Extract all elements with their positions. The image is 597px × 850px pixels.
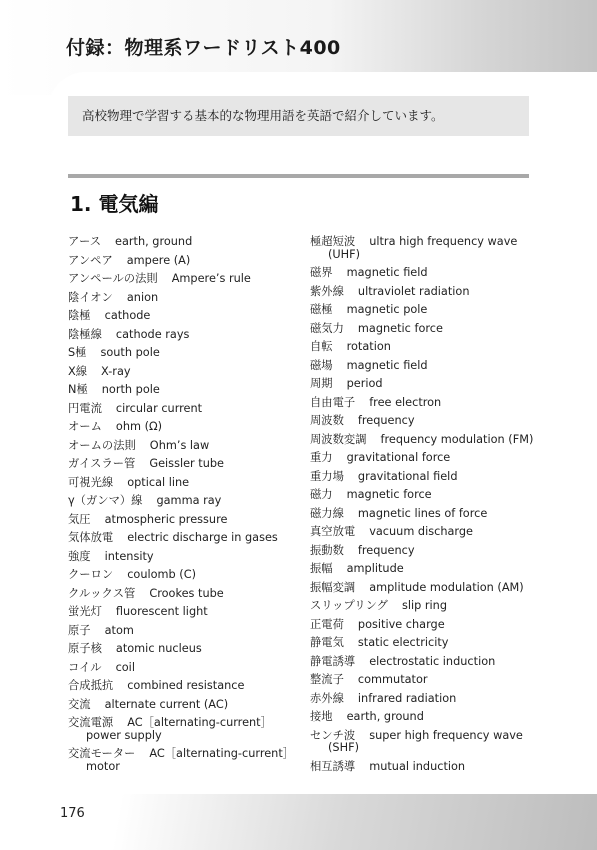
term-en: ultra high frequency wave [369,235,518,248]
term-en: super high frequency wave [369,728,523,742]
term-jp: オームの法則 [68,438,136,452]
term-en: coulomb (C) [127,568,197,581]
list-item [310,526,535,545]
term-jp: ガイスラー管 [68,457,136,470]
term-en: infrared radiation [357,691,457,705]
term-jp: 交流電源 [68,716,114,729]
term-jp: 磁界 [310,266,333,279]
list-item [68,588,296,607]
list-item [68,477,296,496]
term-en: vacuum discharge [369,525,473,538]
term-jp: 磁力線 [310,506,344,520]
list-item [68,403,296,422]
list-item [310,452,535,471]
section-heading: 1. 電気編 [70,192,159,216]
list-item [68,255,296,274]
list-item [68,514,296,533]
term-en: magnetic lines of force [357,506,488,520]
list-item [68,421,296,440]
term-jp: 静電気 [310,636,344,649]
term-jp: 原子 [68,623,91,637]
term-jp: アース [68,235,101,248]
term-jp: 真空放電 [310,525,356,538]
list-item [68,625,296,644]
term-jp: 重力 [310,451,333,464]
list-item [68,606,296,625]
term-en: AC［alternating-current］ [127,716,272,729]
list-item [68,347,296,366]
list-item [68,310,296,329]
list-item [68,236,296,255]
term-en: cathode rays [115,327,190,341]
list-item [310,619,535,638]
list-item [310,761,535,780]
list-item [310,434,535,453]
term-jp: 自由電子 [310,395,356,409]
term-jp: N極 [68,383,88,396]
list-item [310,341,535,360]
list-item [68,458,296,477]
list-item [68,532,296,551]
term-jp: 振幅変調 [310,580,356,594]
list-item [310,656,535,675]
term-jp: S極 [68,346,87,359]
term-en: gravitational force [346,451,451,464]
term-jp: 磁力 [310,488,333,501]
list-item [310,489,535,508]
list-item [68,748,296,779]
list-item [310,378,535,397]
list-item [310,397,535,416]
term-en: atmospheric pressure [104,512,228,526]
term-en: slip ring [401,599,447,612]
term-en: combined resistance [127,679,245,692]
term-jp: 赤外線 [310,691,344,705]
list-item [310,730,535,761]
term-en: gamma ray [156,494,222,507]
term-jp: アンペールの法則 [68,272,158,285]
list-item [310,304,535,323]
list-item [68,366,296,385]
word-list-right [310,236,535,779]
term-en: magnetic force [346,488,432,501]
term-en: magnetic field [346,266,428,279]
term-en: alternate current (AC) [104,697,229,711]
list-item [68,699,296,718]
list-item [68,643,296,662]
term-en: AC［alternating-current］ [149,747,295,760]
term-jp: コイル [68,660,102,674]
list-item [68,551,296,570]
list-item [310,415,535,434]
term-en: north pole [101,383,160,396]
term-jp: 静電誘導 [310,654,356,668]
list-item [310,286,535,305]
term-jp: 極超短波 [310,235,356,248]
list-item [310,693,535,712]
term-en: south pole [100,346,160,359]
list-item [310,582,535,601]
list-item [310,323,535,342]
term-en: electric discharge in gases [127,531,278,544]
term-jp: 接地 [310,710,333,723]
term-en: earth, ground [115,235,193,248]
term-jp: 交流モーター [68,747,136,760]
term-jp: 強度 [68,549,91,563]
term-en: Ohm’s law [149,438,210,452]
list-item [68,384,296,403]
term-en: fluorescent light [115,605,208,618]
term-en-continued: (UHF) [328,247,361,261]
term-en: frequency [357,543,415,557]
term-jp: 合成抵抗 [68,679,114,692]
list-item [68,569,296,588]
term-jp: センチ波 [310,728,356,742]
list-item [310,637,535,656]
term-en: anion [126,290,159,304]
term-en: atomic nucleus [115,642,202,655]
term-en: mutual induction [369,759,466,773]
list-item [68,662,296,681]
term-jp: 重力場 [310,469,344,483]
list-item [68,292,296,311]
term-en-continued: (SHF) [328,741,359,754]
term-jp: 相互誘導 [310,759,356,773]
term-en: frequency modulation (FM) [380,432,534,446]
term-jp: クーロン [68,568,114,581]
term-en: magnetic field [346,358,428,372]
term-en: coil [115,660,135,674]
term-jp: 磁極 [310,303,333,316]
term-jp: クルックス管 [68,586,136,600]
term-jp: 陰イオン [68,290,113,304]
term-en: rotation [346,340,391,353]
list-item [310,236,535,267]
term-en: X-ray [101,364,131,378]
term-en: magnetic force [357,321,443,335]
term-jp: 気圧 [68,512,91,526]
list-item [68,495,296,514]
term-jp: アンペア [68,253,113,267]
term-jp: 紫外線 [310,284,344,298]
term-jp: オーム [68,420,102,433]
term-jp: 陰極 [68,309,91,322]
list-item [68,680,296,699]
term-jp: 振幅 [310,562,333,575]
term-en: cathode [104,309,151,322]
term-jp: 蛍光灯 [68,605,102,618]
term-en: positive charge [357,617,445,631]
list-item [68,273,296,292]
term-en: ultraviolet radiation [357,284,470,298]
term-jp: γ（ガンマ）線 [68,494,143,507]
term-jp: 円電流 [68,401,102,415]
section-divider [68,174,529,178]
list-item [310,508,535,527]
term-jp: 自転 [310,340,333,353]
term-jp: スリップリング [310,599,388,612]
term-en: frequency [357,414,415,427]
list-item [310,711,535,730]
term-en: gravitational field [357,469,458,483]
term-en-continued: motor [86,759,120,773]
term-jp: 交流 [68,697,91,711]
term-en: Crookes tube [149,586,224,600]
term-en: free electron [369,395,442,409]
term-en: optical line [127,475,190,489]
term-jp: 磁場 [310,358,333,372]
term-en: electrostatic induction [369,654,496,668]
list-item [310,600,535,619]
term-en: amplitude [346,562,404,575]
term-en: ampere (A) [126,253,191,267]
term-jp: X線 [68,364,88,378]
term-jp: 可視光線 [68,475,114,489]
list-item [310,471,535,490]
term-jp: 振動数 [310,543,344,557]
term-en: Geissler tube [149,457,224,470]
list-item [310,563,535,582]
term-en: commutator [357,673,428,686]
list-item [68,717,296,748]
list-item [310,267,535,286]
term-en: static electricity [357,636,449,649]
term-en: ohm (Ω) [115,420,163,433]
term-jp: 原子核 [68,642,102,655]
term-en: period [346,377,383,390]
page-number: 176 [60,806,85,821]
term-jp: 正電荷 [310,617,344,631]
term-en: Ampere’s rule [171,272,251,285]
term-en: atom [104,623,134,637]
list-item [310,545,535,564]
term-en: amplitude modulation (AM) [369,580,524,594]
intro-box: 高校物理で学習する基本的な物理用語を英語で紹介しています。 [68,96,529,136]
term-en: circular current [115,401,203,415]
list-item [310,674,535,693]
term-jp: 周期 [310,377,333,390]
term-en: magnetic pole [346,303,428,316]
term-jp: 磁気力 [310,321,344,335]
list-item [68,440,296,459]
term-en: intensity [104,549,154,563]
page-title: 付録：物理系ワードリスト400 [66,37,341,59]
term-jp: 周波数 [310,414,344,427]
list-item [68,329,296,348]
term-jp: 陰極線 [68,327,102,341]
term-en-continued: power supply [86,728,162,742]
term-jp: 周波数変調 [310,432,367,446]
term-en: earth, ground [346,710,424,723]
word-list-left [68,236,296,779]
term-jp: 整流子 [310,673,344,686]
list-item [310,360,535,379]
term-jp: 気体放電 [68,531,114,544]
